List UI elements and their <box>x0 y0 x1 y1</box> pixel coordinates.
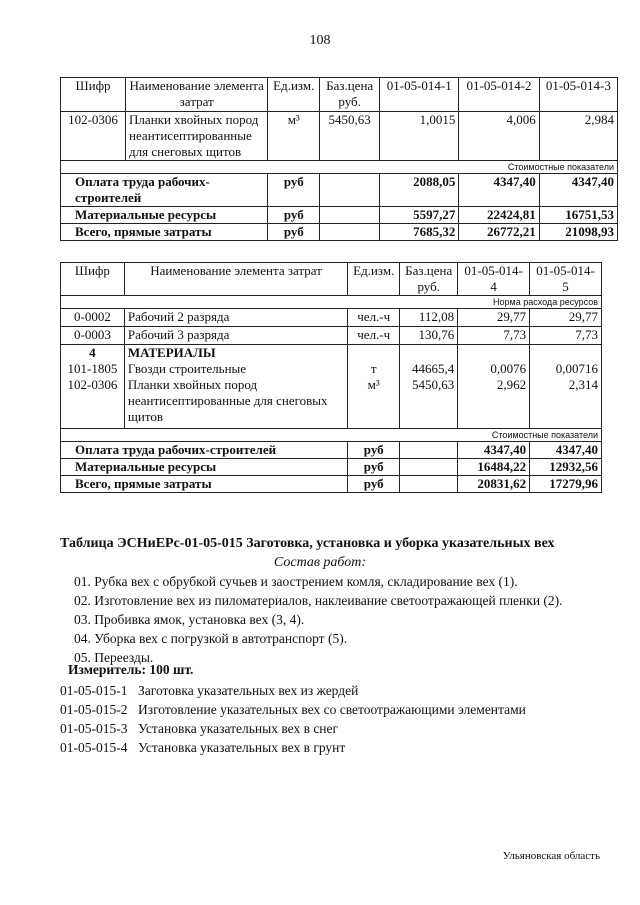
list-item: 05. Переезды. <box>74 650 154 665</box>
resource-table-1 <box>60 77 618 241</box>
total-name: Всего, прямые затраты <box>61 476 348 493</box>
material-name: Планки хвойных пород неантисептированные для снеговых щитов <box>127 377 328 424</box>
table-row <box>61 207 618 224</box>
total-value-3: 21098,93 <box>539 224 617 241</box>
header-col-5: 01-05-014-5 <box>530 263 602 296</box>
total-value-2: 4347,40 <box>459 174 539 207</box>
row-name: Рабочий 2 разряда <box>124 309 347 327</box>
header-code: Шифр <box>61 263 125 296</box>
row-price: 112,08 <box>400 309 458 327</box>
row-code: 102-0306 <box>61 112 126 161</box>
code-text: Заготовка указательных вех из жердей <box>138 683 359 698</box>
list-item <box>60 681 620 700</box>
header-price: Баз.цена руб. <box>320 78 380 112</box>
material-name: Гвозди строительные <box>127 361 247 376</box>
code-number: 01-05-015-1 <box>60 683 128 698</box>
total-unit: руб <box>348 442 400 459</box>
material-value-2: 2,314 <box>568 377 598 392</box>
total-value-3: 16751,53 <box>539 207 617 224</box>
header-unit: Ед.изм. <box>268 78 320 112</box>
row-unit: чел.-ч <box>348 327 400 345</box>
header-unit: Ед.изм. <box>348 263 400 296</box>
row-unit: м³ <box>268 112 320 161</box>
row-value-1: 29,77 <box>458 309 530 327</box>
list-item: 02. Изготовление вех из пиломатериалов, наклеивание светоотражающей пленки (2). <box>74 593 563 608</box>
row-price: 130,76 <box>400 327 458 345</box>
work-steps <box>74 572 634 667</box>
list-item: 01. Рубка вех с обрубкой сучьев и заострением комля, складирование вех (1). <box>74 574 518 589</box>
header-name: Наименование элемента затрат <box>124 263 347 296</box>
row-code: 0-0002 <box>61 309 125 327</box>
total-unit: руб <box>268 224 320 241</box>
material-unit: м³ <box>367 377 380 392</box>
header-price: Баз.цена руб. <box>400 263 458 296</box>
material-code: 102-0306 <box>67 377 118 392</box>
code-list <box>60 681 620 757</box>
material-unit: т <box>370 361 377 376</box>
total-value-2: 22424,81 <box>459 207 539 224</box>
total-value-1: 5597,27 <box>380 207 459 224</box>
header-col-1: 01-05-014-1 <box>380 78 459 112</box>
total-name: Оплата труда рабочих-строителей <box>61 442 348 459</box>
material-code: 101-1805 <box>67 361 118 376</box>
table-row <box>61 459 602 476</box>
row-price: 5450,63 <box>320 112 380 161</box>
total-value-1: 20831,62 <box>458 476 530 493</box>
row-code: 0-0003 <box>61 327 125 345</box>
materials-block <box>61 345 602 429</box>
total-unit: руб <box>268 174 320 207</box>
material-price: 5450,63 <box>411 377 455 392</box>
code-number: 01-05-015-2 <box>60 702 128 717</box>
total-value-1: 4347,40 <box>458 442 530 459</box>
row-name: Планки хвойных пород неантисептированные для снеговых щитов <box>126 112 268 161</box>
table-row <box>61 309 602 327</box>
total-value-2: 26772,21 <box>459 224 539 241</box>
table-row <box>61 224 618 241</box>
material-value-1: 2,962 <box>496 377 527 392</box>
list-item <box>60 719 620 738</box>
header-col-4: 01-05-014-4 <box>458 263 530 296</box>
materials-code: 4 <box>89 345 96 360</box>
row-value-1: 7,73 <box>458 327 530 345</box>
total-value-2: 17279,96 <box>530 476 602 493</box>
total-value-2: 12932,56 <box>530 459 602 476</box>
table-row <box>61 112 618 161</box>
table-row <box>61 174 618 207</box>
row-name: Рабочий 3 разряда <box>124 327 347 345</box>
total-name: Материальные ресурсы <box>61 207 268 224</box>
total-value-2: 4347,40 <box>530 442 602 459</box>
total-unit: руб <box>348 476 400 493</box>
material-value-2: 0,00716 <box>555 361 598 376</box>
footer-region: Ульяновская область <box>502 850 600 862</box>
row-unit: чел.-ч <box>348 309 400 327</box>
list-item: 03. Пробивка ямок, установка вех (3, 4). <box>74 612 305 627</box>
total-name: Оплата труда рабочих-строителей <box>61 174 268 207</box>
total-name: Всего, прямые затраты <box>61 224 268 241</box>
table-row <box>61 327 602 345</box>
header-col-3: 01-05-014-3 <box>539 78 617 112</box>
code-text: Установка указательных вех в грунт <box>138 740 346 755</box>
list-item: 04. Уборка вех с погрузкой в автотранспорт (5). <box>74 631 348 646</box>
code-number: 01-05-015-4 <box>60 740 128 755</box>
work-composition-heading: Состав работ: <box>273 555 367 570</box>
row-value-2: 4,006 <box>459 112 539 161</box>
section-label: Стоимостные показатели <box>61 161 618 174</box>
header-code: Шифр <box>61 78 126 112</box>
total-value-1: 7685,32 <box>380 224 459 241</box>
row-value-2: 29,77 <box>530 309 602 327</box>
total-value-3: 4347,40 <box>539 174 617 207</box>
total-value-1: 16484,22 <box>458 459 530 476</box>
meter-label: Измеритель: 100 шт. <box>68 662 194 677</box>
list-item <box>60 738 620 757</box>
page-number: 108 <box>309 33 331 48</box>
row-value-2: 7,73 <box>530 327 602 345</box>
header-col-2: 01-05-014-2 <box>459 78 539 112</box>
code-number: 01-05-015-3 <box>60 721 128 736</box>
norm-label: Норма расхода ресурсов <box>61 296 602 309</box>
materials-title: МАТЕРИАЛЫ <box>127 345 216 360</box>
row-value-3: 2,984 <box>539 112 617 161</box>
row-value-1: 1,0015 <box>380 112 459 161</box>
code-text: Изготовление указательных вех со светоотражающими элементами <box>138 702 526 717</box>
material-price: 44665,4 <box>411 361 455 376</box>
total-value-1: 2088,05 <box>380 174 459 207</box>
resource-table-2 <box>60 262 602 493</box>
total-unit: руб <box>268 207 320 224</box>
table-title: Таблица ЭСНиЕРс-01-05-015 Заготовка, установка и уборка указательных вех <box>60 536 555 551</box>
table-row <box>61 476 602 493</box>
total-name: Материальные ресурсы <box>61 459 348 476</box>
table-row <box>61 442 602 459</box>
section-label: Стоимостные показатели <box>61 429 602 442</box>
total-unit: руб <box>348 459 400 476</box>
header-name: Наименование элемента затрат <box>126 78 268 112</box>
material-value-1: 0,0076 <box>490 361 527 376</box>
list-item <box>60 700 620 719</box>
code-text: Установка указательных вех в снег <box>138 721 339 736</box>
